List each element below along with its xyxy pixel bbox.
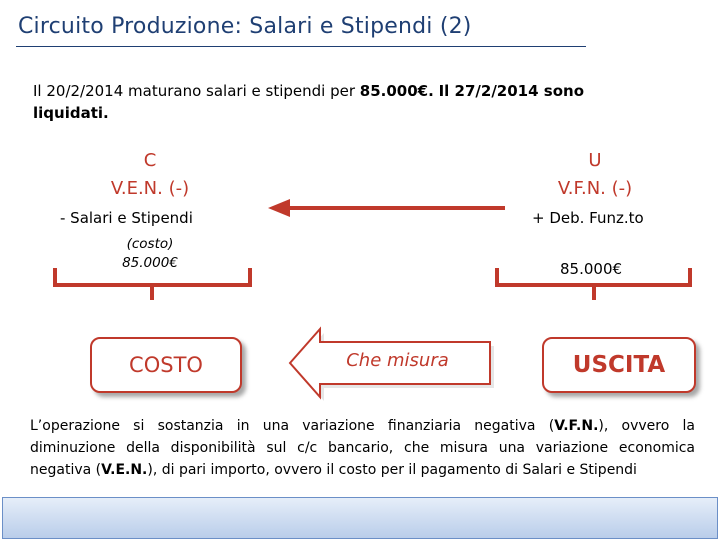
desc-part3: ), di pari importo, ovvero il costo per il pagamento di Salari e Stipendi [147, 462, 637, 478]
left-brace [55, 268, 250, 300]
footer-bar [2, 497, 718, 539]
left-label: - Salari e Stipendi [60, 209, 193, 227]
right-variation: V.F.N. (-) [557, 178, 633, 199]
desc-bold1: V.F.N. [554, 418, 599, 434]
arrow-label: Che misura [346, 350, 449, 371]
intro-part1: Il 20/2/2014 maturano salari e stipendi per [33, 82, 360, 100]
costo-box: COSTO [90, 337, 242, 393]
description-text [30, 415, 695, 481]
left-letter: C [143, 150, 157, 171]
intro-bold1: 85.000€. [359, 82, 434, 100]
uscita-box: USCITA [542, 337, 696, 393]
left-variation: V.E.N. (-) [110, 178, 190, 199]
left-amount: 85.000€ [122, 255, 178, 271]
left-note: (costo) [126, 236, 174, 252]
right-label: + Deb. Funz.to [532, 209, 644, 227]
page-title: Circuito Produzione: Salari e Stipendi (2) [18, 14, 472, 39]
right-amount: 85.000€ [560, 260, 623, 278]
intro-bold2: Il 27/2/2014 sono liquidati. [33, 82, 584, 122]
right-brace [497, 268, 690, 300]
flow-arrow [268, 199, 505, 217]
desc-part2: ), ovvero la diminuzione della disponibilità sul c/c bancario, che misura una variazione economica negativa ( [30, 418, 696, 478]
right-letter: U [588, 150, 602, 171]
desc-bold2: V.E.N. [101, 462, 148, 478]
desc-part1: L’operazione si sostanzia in una variazione finanziaria negativa ( [30, 418, 555, 434]
